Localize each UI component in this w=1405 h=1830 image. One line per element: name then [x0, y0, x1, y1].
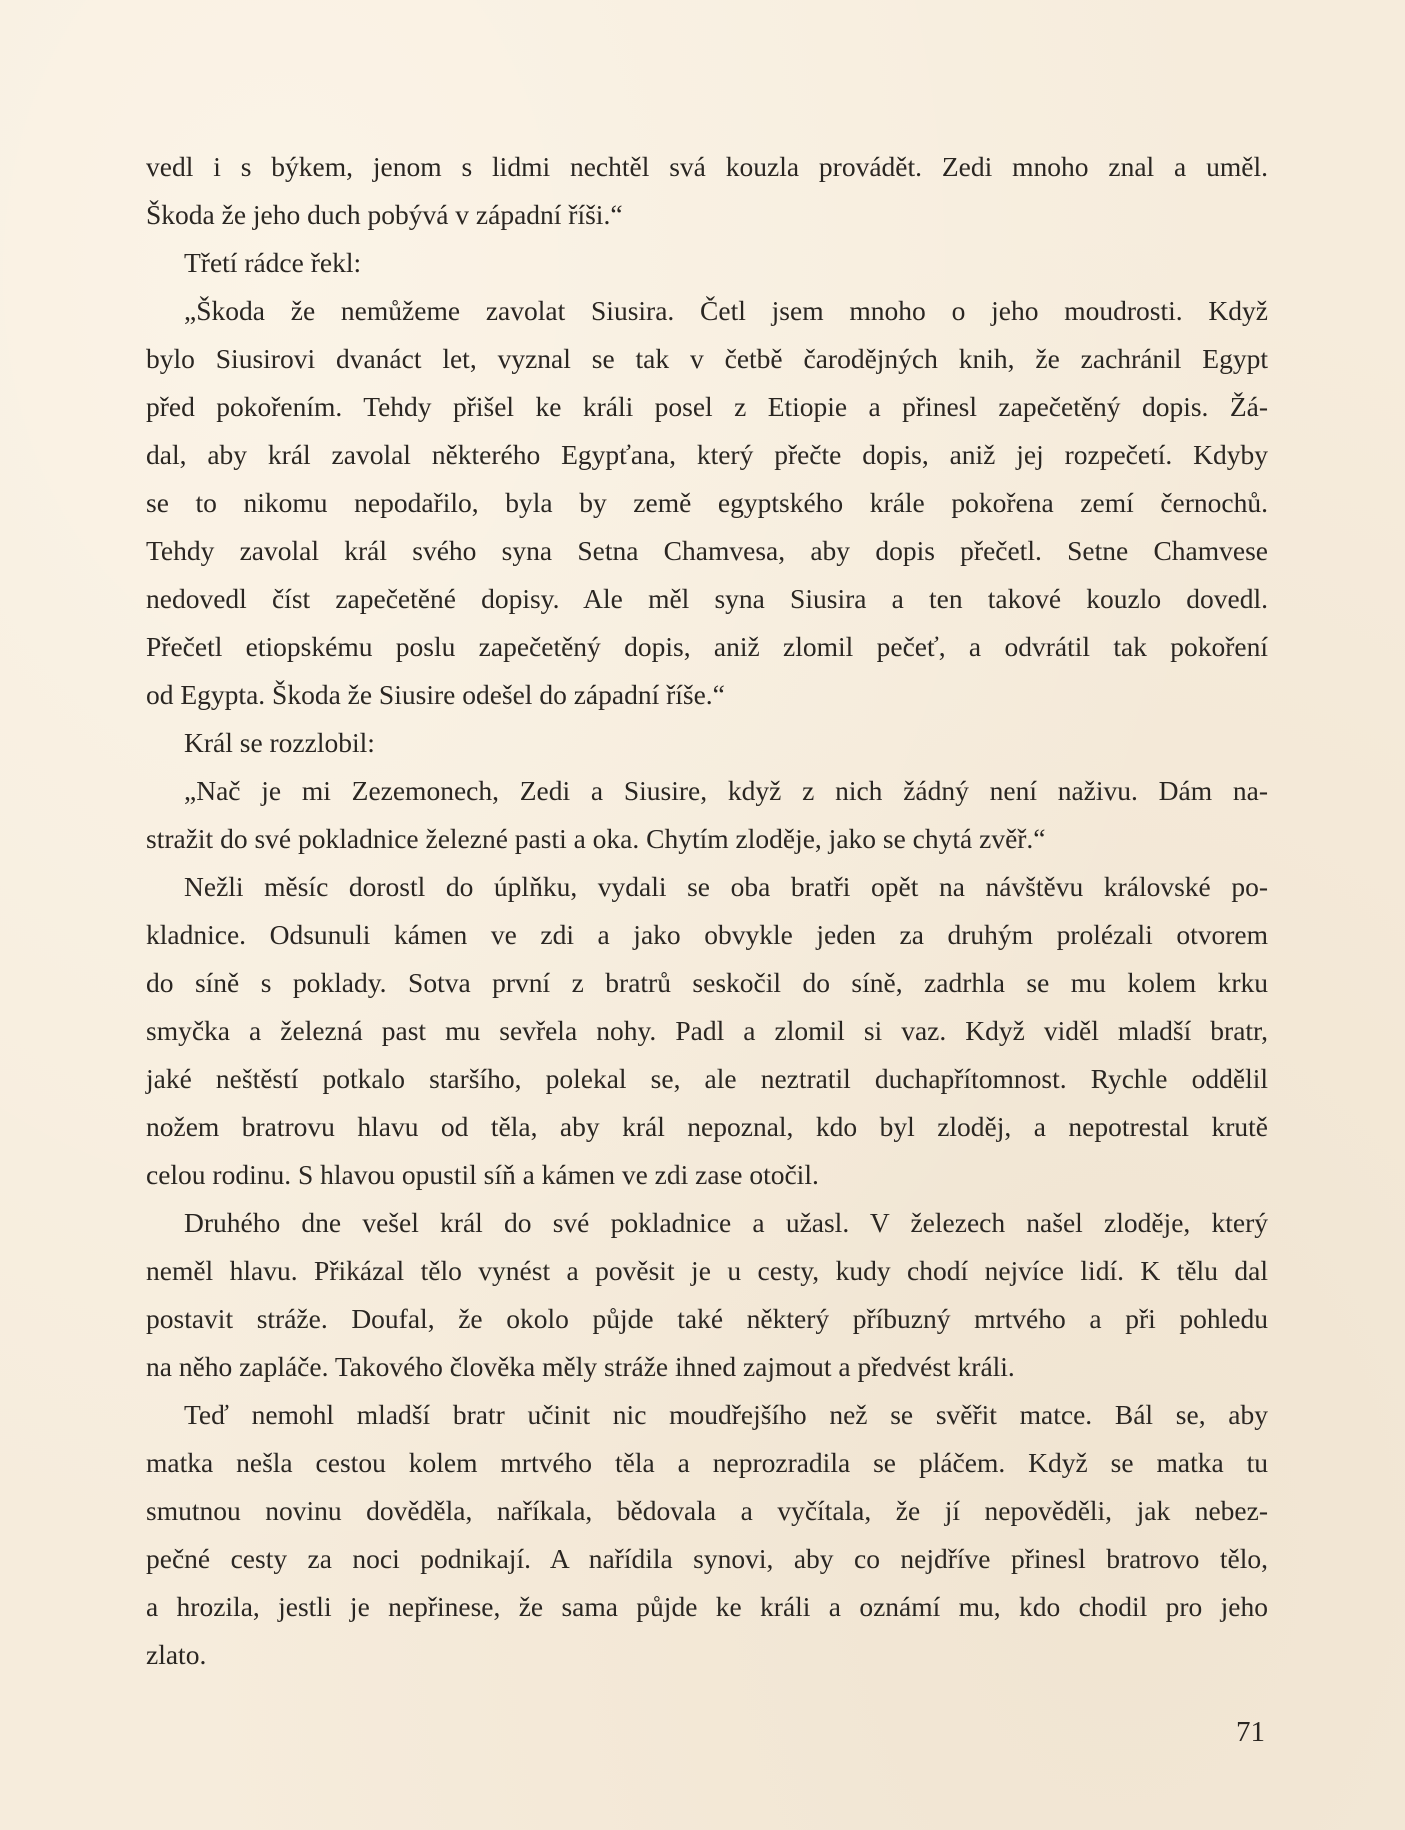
text-line: neměl hlavu. Přikázal tělo vynést a pověsit je u cesty, kudy chodí nejvíce lidí. K tělu dal [146, 1255, 1268, 1286]
text-line: Tehdy zavolal král svého syna Setna Chamvesa, aby dopis přečetl. Setne Chamvese [146, 535, 1268, 566]
text-line: před pokořením. Tehdy přišel ke králi posel z Etiopie a přinesl zapečetěný dopis. Žá- [146, 391, 1268, 422]
text-line: stražit do své pokladnice železné pasti a oka. Chytím zloděje, jako se chytá zvěř.“ [146, 823, 1046, 854]
text-line: postavit stráže. Doufal, že okolo půjde také některý příbuzný mrtvého a při pohledu [146, 1303, 1268, 1334]
text-line: „Škoda že nemůžeme zavolat Siusira. Četl jsem mnoho o jeho moudrosti. Když [184, 295, 1268, 326]
text-line: celou rodinu. S hlavou opustil síň a kámen ve zdi zase otočil. [146, 1159, 819, 1190]
text-line: „Nač je mi Zezemonech, Zedi a Siusire, když z nich žádný není naživu. Dám na- [184, 775, 1268, 806]
text-line: vedl i s býkem, jenom s lidmi nechtěl svá kouzla provádět. Zedi mnoho znal a uměl. [146, 151, 1268, 182]
text-line: smyčka a železná past mu sevřela nohy. Padl a zlomil si vaz. Když viděl mladší bratr, [146, 1015, 1268, 1046]
text-line: do síně s poklady. Sotva první z bratrů seskočil do síně, zadrhla se mu kolem krku [146, 967, 1268, 998]
text-line: dal, aby král zavolal některého Egypťana, který přečte dopis, aniž jej rozpečetí. Kdyby [146, 439, 1268, 470]
page-text-block [146, 143, 1268, 1679]
text-line: smutnou novinu dověděla, naříkala, bědovala a vyčítala, že jí nepověděli, jak nebez- [146, 1495, 1268, 1526]
text-line: zlato. [146, 1639, 207, 1670]
text-line: Škoda že jeho duch pobývá v západní říši.“ [146, 199, 623, 230]
text-line: Druhého dne vešel král do své pokladnice a užasl. V železech našel zloděje, který [184, 1207, 1268, 1238]
text-line: matka nešla cestou kolem mrtvého těla a neprozradila se pláčem. Když se matka tu [146, 1447, 1268, 1478]
text-line: kladnice. Odsunuli kámen ve zdi a jako obvykle jeden za druhým prolézali otvorem [146, 919, 1268, 950]
text-line: Nežli měsíc dorostl do úplňku, vydali se oba bratři opět na návštěvu královské po- [184, 871, 1268, 902]
page-number: 71 [1236, 1716, 1265, 1748]
text-line: jaké neštěstí potkalo staršího, polekal se, ale neztratil duchapřítomnost. Rychle oddělil [146, 1063, 1268, 1094]
text-line: Třetí rádce řekl: [184, 247, 362, 278]
text-line: bylo Siusirovi dvanáct let, vyznal se tak v četbě čarodějných knih, že zachránil Egypt [146, 343, 1268, 374]
text-line: se to nikomu nepodařilo, byla by země egyptského krále pokořena zemí černochů. [146, 487, 1268, 518]
text-line: pečné cesty za noci podnikají. A nařídila synovi, aby co nejdříve přinesl bratrovo tělo, [146, 1543, 1268, 1574]
text-line: Král se rozzlobil: [184, 727, 375, 758]
text-line: od Egypta. Škoda že Siusire odešel do západní říše.“ [146, 679, 725, 710]
text-line: Teď nemohl mladší bratr učinit nic moudřejšího než se svěřit matce. Bál se, aby [184, 1399, 1268, 1430]
text-line: Přečetl etiopskému poslu zapečetěný dopis, aniž zlomil pečeť, a odvrátil tak pokoření [146, 631, 1268, 662]
text-line: nedovedl číst zapečetěné dopisy. Ale měl syna Siusira a ten takové kouzlo dovedl. [146, 583, 1268, 614]
text-line: nožem bratrovu hlavu od těla, aby král nepoznal, kdo byl zloděj, a nepotrestal krutě [146, 1111, 1268, 1142]
text-line: na něho zapláče. Takového člověka měly stráže ihned zajmout a předvést králi. [146, 1351, 1015, 1382]
text-line: a hrozila, jestli je nepřinese, že sama půjde ke králi a oznámí mu, kdo chodil pro jeho [146, 1591, 1268, 1622]
